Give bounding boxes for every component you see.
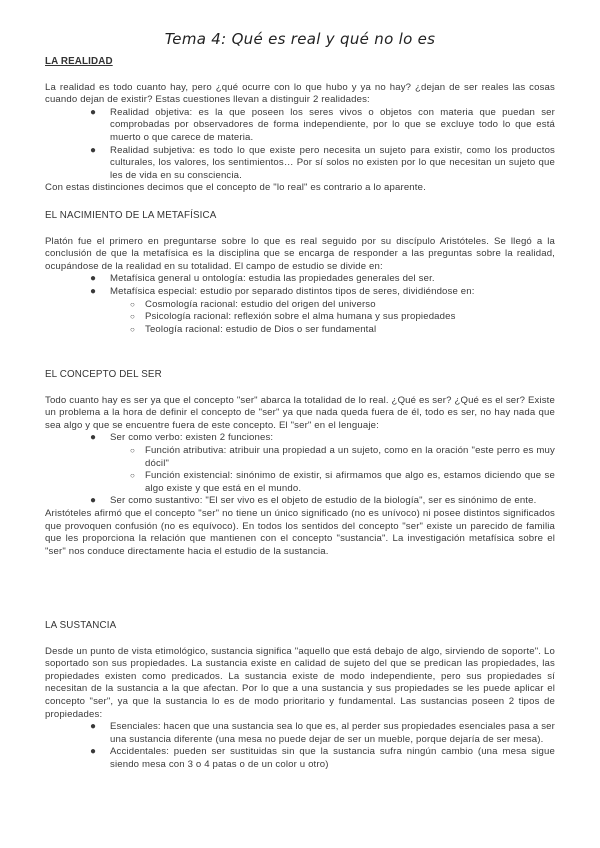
list-item xyxy=(45,495,555,508)
bullet-icon: ● xyxy=(90,285,97,297)
paragraph: Desde un punto de vista etimológico, sustancia significa "aquello que está debajo de algo, sirviendo de soporte". Lo soportado son sus propiedades. La sustancia existe en calidad de sujeto del que se predican las propiedades, las propiedades existen como predicados. La sustancia existe de modo independiente, pero sus propiedades sí necesitan de la sustancia a la que afectan. Por lo que a una sustancia y sus propiedades se les puede aplicar el concepto "ser", ya que la sustancia lo es de modo prioritario y fundamental. Las sustancias poseen 2 tipos de propiedades: xyxy=(45,645,555,720)
section-heading: LA SUSTANCIA xyxy=(45,620,117,631)
list-item xyxy=(45,107,555,145)
list-item-text: Accidentales: pueden ser sustituidas sin que la sustancia sufra ningún cambio (una mesa sigue siendo mesa con 3 o 4 patas o de un color u otro) xyxy=(110,746,555,770)
paragraph: La realidad es todo cuanto hay, pero ¿qué ocurre con lo que hubo y ya no hay? ¿dejan de ser reales las cosas cuando dejan de existir? Estas cuestiones llevan a distinguir 2 realidades: xyxy=(45,81,555,106)
list-item xyxy=(45,145,555,183)
circle-bullet-icon: ○ xyxy=(130,471,135,481)
section-la-realidad xyxy=(45,56,555,195)
paragraph: Con estas distinciones decimos que el concepto de "lo real" es contrario a lo aparente. xyxy=(45,182,426,194)
list-item-text: Psicología racional: reflexión sobre el alma humana y sus propiedades xyxy=(145,311,456,323)
list-item-text: Teología racional: estudio de Dios o ser fundamental xyxy=(145,323,377,335)
bullet-icon: ● xyxy=(90,495,97,507)
section-heading: EL NACIMIENTO DE LA METAFÍSICA xyxy=(45,210,217,221)
list-item-text: Metafísica general u ontología: estudia las propiedades generales del ser. xyxy=(110,273,435,285)
circle-bullet-icon: ○ xyxy=(130,312,135,322)
bullet-icon: ● xyxy=(90,721,97,733)
list-item-text: Esenciales: hacen que una sustancia sea lo que es, al perder sus propiedades esenciales pasa a ser una sustancia diferente (una mesa no puede dejar de ser un mueble, porque dejaría de ser mesa). xyxy=(110,721,555,745)
list-item xyxy=(45,273,555,286)
bullet-icon: ● xyxy=(90,144,97,156)
sub-list-item xyxy=(110,311,555,324)
bullet-icon: ● xyxy=(90,273,97,285)
circle-bullet-icon: ○ xyxy=(130,299,135,309)
section-heading: EL CONCEPTO DEL SER xyxy=(45,369,162,380)
list-item xyxy=(45,746,555,771)
list-item-text: Metafísica especial: estudio por separado distintos tipos de seres, dividiéndose en: xyxy=(110,285,475,297)
bullet-icon: ● xyxy=(90,432,97,444)
section-sustancia xyxy=(45,620,555,772)
list-item-text: Cosmología racional: estudio del origen del universo xyxy=(145,298,376,310)
document-title: Tema 4: Qué es real y qué no lo es xyxy=(164,30,436,48)
list-item xyxy=(45,721,555,746)
list-item-text: Función existencial: sinónimo de existir, si afirmamos que algo es, estamos diciendo que se algo existe y que está en el mundo. xyxy=(145,470,555,494)
list-item-text: Realidad objetiva: es la que poseen los seres vivos o objetos con materia que puedan ser comprobadas por observadores de forma independiente, por lo que se excluye todo lo que está muerto o que carece de materia. xyxy=(110,106,555,143)
sub-list-item xyxy=(110,299,555,312)
circle-bullet-icon: ○ xyxy=(130,445,135,455)
circle-bullet-icon: ○ xyxy=(130,324,135,334)
list-item-text: Ser como sustantivo: "El ser vivo es el objeto de estudio de la biología", ser es sinónimo de ente. xyxy=(110,495,537,507)
paragraph: Aristóteles afirmó que el concepto "ser" no tiene un único significado (no es unívoco) ni posee distintos significados que provoquen confusión (no es equívoco). En todos los sentidos del concepto "ser" existe un parecido de familia que les proporciona la relación que mantienen con el concepto "sustancia". La investigación metafísica sobre el "ser" nos conduce directamente hacia el estudio de la sustancia. xyxy=(45,507,555,557)
paragraph: Platón fue el primero en preguntarse sobre lo que es real seguido por su discípulo Aristóteles. Se llegó a la conclusión de que la metafísica es la disciplina que se encarga de responder a las preguntas sobre la realidad, ocupándose de la realidad en su totalidad. El campo de estudio se divide en: xyxy=(45,235,555,272)
section-heading: LA REALIDAD xyxy=(45,56,113,67)
section-metafisica xyxy=(45,210,555,336)
bullet-icon: ● xyxy=(90,106,97,118)
list-item-text: Realidad subjetiva: es todo lo que existe pero necesita un sujeto para existir, como los productos culturales, los valores, los sentimientos… Por sí solos no existen por lo que necesitan un sujeto que les de vida en su consciencia. xyxy=(110,144,555,181)
bullet-icon: ● xyxy=(90,746,97,758)
sub-list-item xyxy=(110,324,555,337)
list-item xyxy=(45,432,555,495)
paragraph: Todo cuanto hay es ser ya que el concepto "ser" abarca la totalidad de lo real. ¿Qué es ser? ¿Qué es el ser? Existe un problema a la hora de definir el concepto de "ser" ya que nada queda fuera de él, todo es ser, no hay nada que sea algo y que se encuentre fuera de este concepto. El "ser" en el lenguaje: xyxy=(45,394,555,431)
section-concepto-ser xyxy=(45,369,555,558)
sub-list-item xyxy=(110,470,555,495)
list-item-text: Función atributiva: atribuir una propiedad a un sujeto, como en la oración "este perro es muy dócil" xyxy=(145,444,555,469)
sub-list-item xyxy=(110,445,555,470)
list-item xyxy=(45,286,555,336)
list-item-text: Ser como verbo: existen 2 funciones: xyxy=(110,432,274,444)
